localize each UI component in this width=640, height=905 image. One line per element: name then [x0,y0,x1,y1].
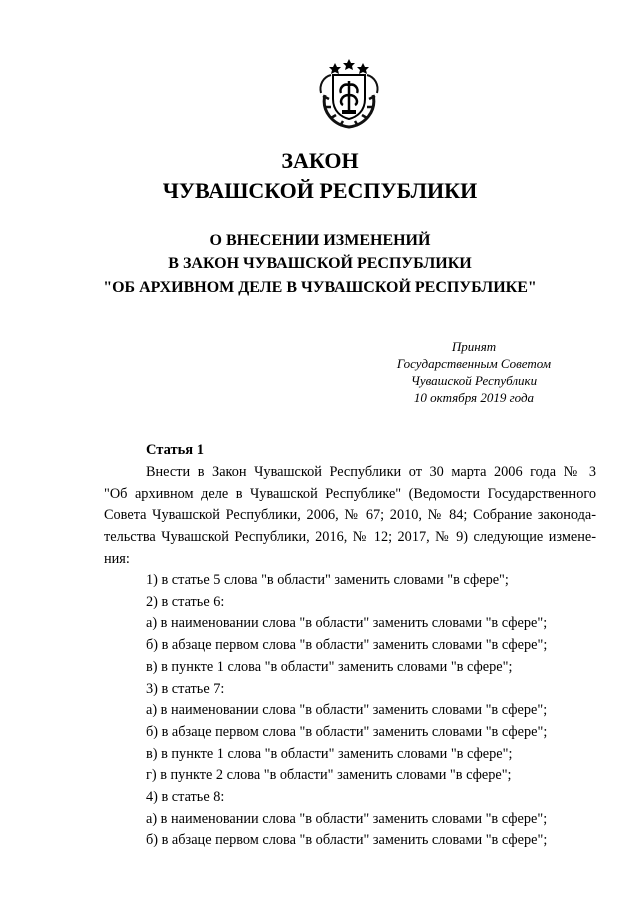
law-issuer: ЧУВАШСКОЙ РЕСПУБЛИКИ [162,178,478,203]
adoption-note-line: Принят [451,339,497,354]
paragraph-line: "Об архивном деле в Чувашской Республике" (Ведомости Государственного [104,485,596,502]
list-item: а) в наименовании слова "в области" заменить словами "в сфере"; [146,615,548,632]
paragraph-line: ния: [104,550,130,567]
law-subject-line-2: В ЗАКОН ЧУВАШСКОЙ РЕСПУБЛИКИ [168,255,472,272]
adoption-note [354,338,594,406]
list-item: в) в пункте 1 слова "в области" заменить словами "в сфере"; [146,658,513,675]
article-heading: Статья 1 [146,442,204,458]
law-subject-line-1: О ВНЕСЕНИИ ИЗМЕНЕНИЙ [209,232,431,249]
list-item: 2) в статье 6: [146,593,225,610]
adoption-date: 10 октября 2019 года [413,390,535,405]
paragraph-line: Совета Чувашской Республики, 2006, № 67; 2010, № 84; Собрание законода- [104,507,596,524]
chuvash-republic-coat-of-arms-icon [311,55,387,131]
adoption-note-line: Чувашской Республики [410,373,538,388]
list-item: г) в пункте 2 слова "в области" заменить словами "в сфере"; [146,767,512,784]
amendment-list [146,570,606,852]
law-subject-line-3: "ОБ АРХИВНОМ ДЕЛЕ В ЧУВАШСКОЙ РЕСПУБЛИКЕ" [103,279,537,296]
list-item: а) в наименовании слова "в области" заменить словами "в сфере"; [146,810,548,827]
law-title: ЗАКОН [281,148,359,173]
list-item: 3) в статье 7: [146,680,225,697]
paragraph-line: тельства Чувашской Республики, 2016, № 12; 2017, № 9) следующие измене- [104,529,596,546]
list-item: в) в пункте 1 слова "в области" заменить словами "в сфере"; [146,745,513,762]
list-item: б) в абзаце первом слова "в области" заменить словами "в сфере"; [146,723,548,740]
list-item: 1) в статье 5 слова "в области" заменить словами "в сфере"; [146,572,509,588]
adoption-note-line: Государственным Советом [396,356,552,371]
list-item: 4) в статье 8: [146,789,225,806]
list-item: б) в абзаце первом слова "в области" заменить словами "в сфере"; [146,832,548,849]
paragraph-line: Внести в Закон Чувашской Республики от 30 марта 2006 года № 3 [146,464,596,480]
list-item: а) в наименовании слова "в области" заменить словами "в сфере"; [146,702,548,719]
article-intro-paragraph [104,462,596,571]
list-item: б) в абзаце первом слова "в области" заменить словами "в сфере"; [146,637,548,654]
